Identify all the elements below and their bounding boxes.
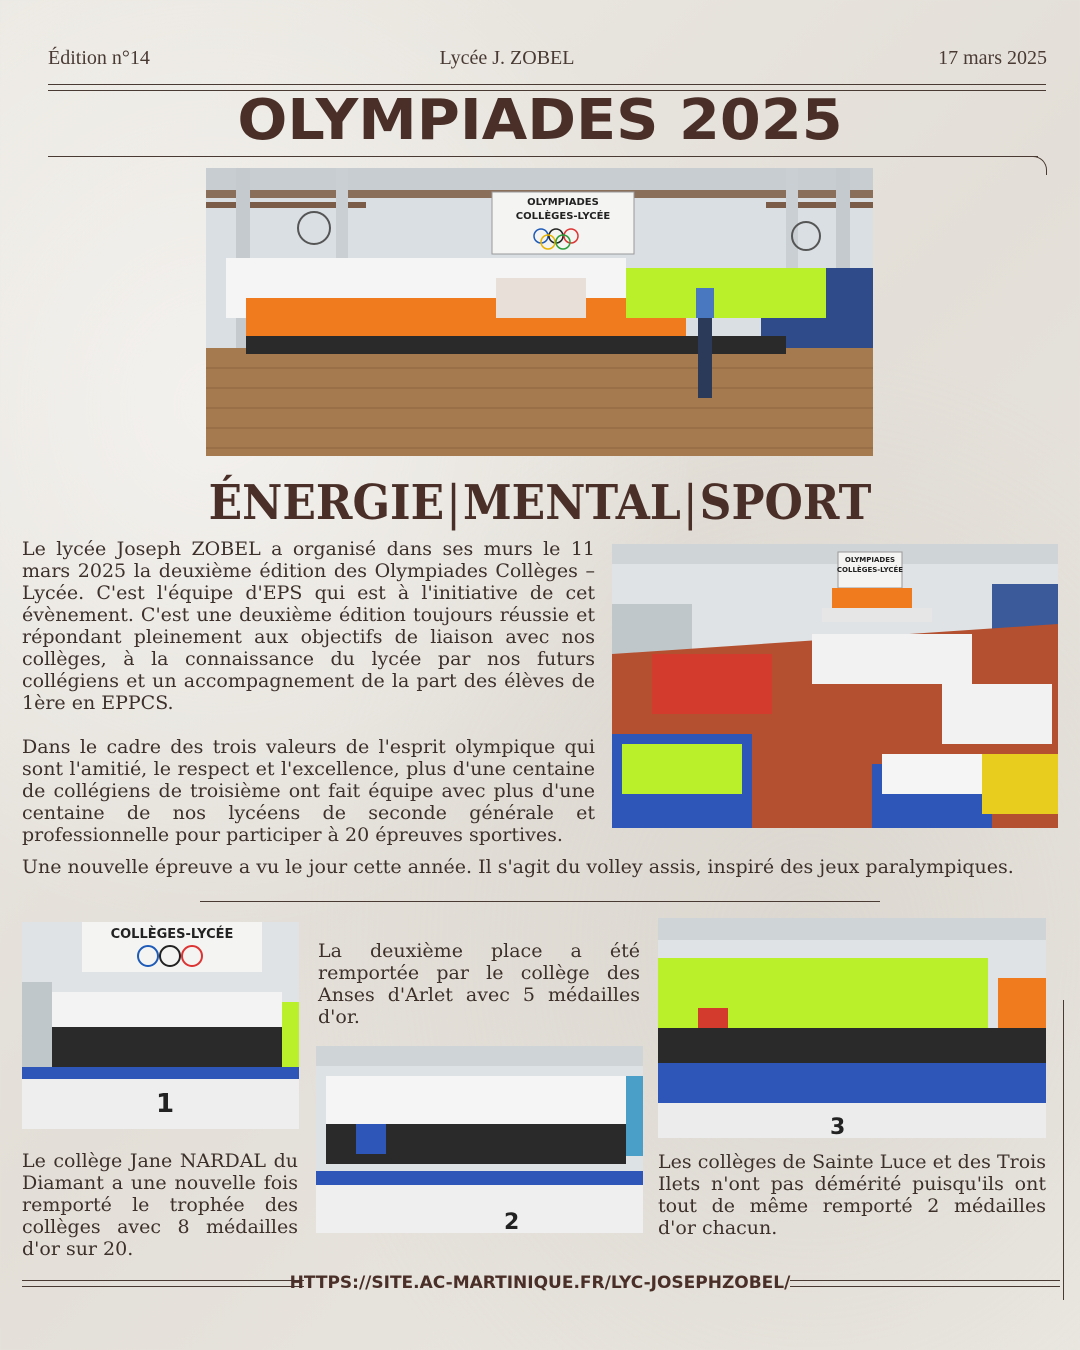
values-subtitle	[0, 476, 1080, 531]
podium-number-2: 2	[504, 1210, 520, 1233]
caption-third-place: Les collèges de Sainte Luce et des Trois Ilets n'ont pas démérité puisqu'ils ont tout de même remporté 2 médailles d'or chacun.	[658, 1151, 1046, 1239]
footer-rule-right-2	[790, 1286, 1060, 1287]
hero-group-photo	[206, 168, 873, 456]
podium-second-photo	[316, 1046, 643, 1233]
article-paragraph-1: Le lycée Joseph ZOBEL a organisé dans ses murs le 11 mars 2025 la deuxième édition des Olympiades Collèges – Lycée. C'est l'équipe d'EPS qui est à l'initiative de cet évènement. C'est une deuxième édition toujours réussie et répondant pleinement aux objectifs de liaison avec nos collèges, à la connaissance du lycée par nos futurs collégiens et un accompagnement de la part des élèves de 1ère en EPPCS.	[22, 538, 595, 714]
right-margin-rule	[1063, 1000, 1064, 1300]
arena-banner-line2: COLLÈGES-LYCÉE	[836, 566, 904, 574]
subtitle-separator: |	[446, 475, 461, 532]
page-title: OLYMPIADES 2025	[237, 88, 843, 153]
title-rule-curl	[1030, 156, 1047, 175]
article-paragraph-3: Une nouvelle épreuve a vu le jour cette année. Il s'agit du volley assis, inspiré des jeux paralympiques.	[22, 856, 1014, 878]
site-url-link[interactable]: HTTPS://SITE.AC-MARTINIQUE.FR/LYC-JOSEPHZOBEL/	[289, 1273, 791, 1293]
footer-rule-right	[790, 1280, 1060, 1281]
podium-number-1: 1	[156, 1089, 175, 1119]
hero-banner-line1: OLYMPIADES	[527, 197, 599, 208]
title-rule	[48, 156, 1038, 157]
subtitle-separator: |	[682, 475, 698, 532]
header-rule-top	[48, 84, 1046, 85]
arena-banner-line1: OLYMPIADES	[844, 556, 896, 564]
podium-third-photo	[658, 918, 1046, 1138]
edition-number: Édition n°14	[48, 47, 150, 69]
school-name: Lycée J. ZOBEL	[439, 47, 575, 69]
arena-photo	[612, 544, 1058, 828]
hero-banner-line2: COLLÈGES-LYCÉE	[515, 211, 611, 222]
subtitle-energie: ÉNERGIE	[208, 475, 445, 532]
caption-first-place: Le collège Jane NARDAL du Diamant a une nouvelle fois remporté le trophée des collèges avec 8 médailles d'or sur 20.	[22, 1150, 298, 1260]
article-paragraph-2: Dans le cadre des trois valeurs de l'esprit olympique qui sont l'amitié, le respect et l'excellence, plus d'une centaine de collégiens de troisième ont fait équipe avec plus d'une centaine de nos lycéens de seconde générale et professionnelle pour participer à 20 épreuves sportives.	[22, 736, 595, 846]
caption-second-place: La deuxième place a été remportée par le collège des Anses d'Arlet avec 5 médailles d'or.	[318, 940, 640, 1028]
subtitle-sport: SPORT	[699, 475, 872, 532]
edition-date: 17 mars 2025	[938, 47, 1047, 69]
section-divider	[200, 901, 880, 902]
podium1-banner: COLLÈGES-LYCÉE	[110, 927, 234, 942]
subtitle-mental: MENTAL	[462, 475, 681, 532]
podium-number-3: 3	[830, 1115, 846, 1138]
podium-first-photo	[22, 922, 299, 1129]
